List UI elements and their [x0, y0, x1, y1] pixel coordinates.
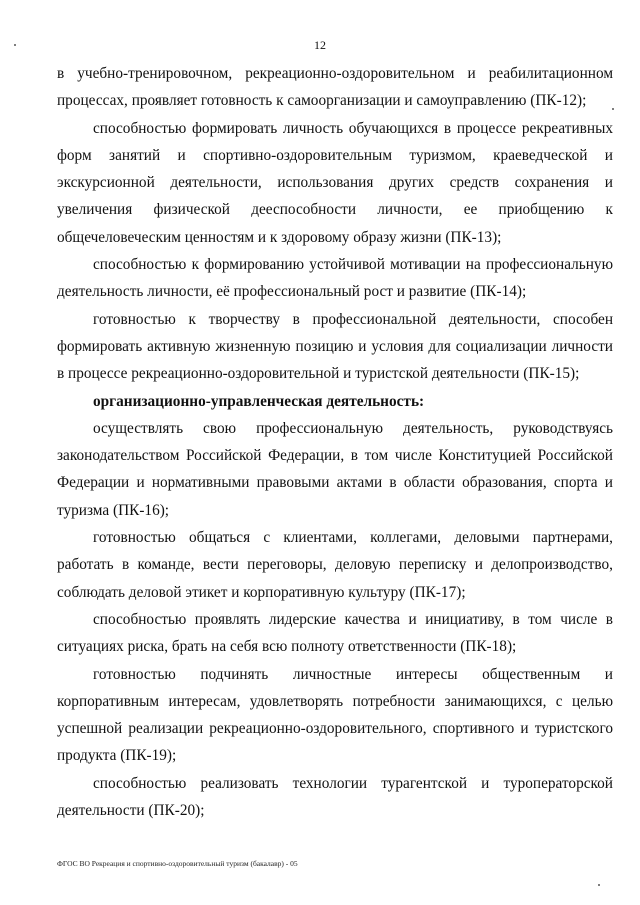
paragraph-pk-16: осуществлять свою профессиональную деятельность, руководствуясь законодательством Российской Федерации, в том числе Конституцией Российской Федерации и нормативными правовыми актами в области образования, спорта и туризма (ПК-16); [57, 419, 613, 519]
page-number: 12 [314, 38, 326, 52]
paragraph-pk-15: готовностью к творчеству в профессиональной деятельности, способен формировать активную жизненную позицию и условия для социализации личности в процессе рекреационно-оздоровительной и туристской деятельности (ПК-15); [57, 310, 613, 383]
page-footer: ФГОС ВО Рекреация и спортивно-оздоровительный туризм (бакалавр) - 05 [57, 859, 298, 868]
paragraph-pk-14: способностью к формированию устойчивой мотивации на профессиональную деятельность личности, её профессиональный рост и развитие (ПК-14); [57, 256, 613, 301]
paragraph-pk-13: способностью формировать личность обучающихся в процессе рекреативных форм занятий и спортивно-оздоровительным туризмом, краеведческой и экскурсионной деятельности, использования других средств сохранения и увеличения физической дееспособности личности, ее приобщению к общечеловеческим ценностям и к здоровому образу жизни (ПК-13); [57, 119, 613, 246]
section-heading-organizational: организационно-управленческая деятельность: [93, 392, 425, 410]
body-text [57, 60, 613, 824]
scan-speck [598, 884, 600, 886]
paragraph-pk-12: в учебно-тренировочном, рекреационно-оздоровительном и реабилитационном процессах, проявляет готовность к самоорганизации и самоуправлению (ПК-12); [57, 65, 613, 110]
paragraph-pk-19: готовностью подчинять личностные интересы общественным и корпоративным интересам, удовлетворять потребности занимающихся, с целью успешной реализации рекреационно-оздоровительного, спортивного и туристского продукта (ПК-19); [57, 665, 613, 765]
paragraph-pk-18: способностью проявлять лидерские качества и инициативу, в том числе в ситуациях риска, брать на себя всю полноту ответственности (ПК-18); [57, 610, 613, 656]
paragraph-pk-20: способностью реализовать технологии турагентской и туроператорской деятельности (ПК-20); [57, 774, 613, 820]
paragraph-pk-17: готовностью общаться с клиентами, коллегами, деловыми партнерами, работать в команде, вести переговоры, деловую переписку и делопроизводство, соблюдать деловой этикет и корпоративную культуру (ПК-17); [57, 529, 613, 601]
